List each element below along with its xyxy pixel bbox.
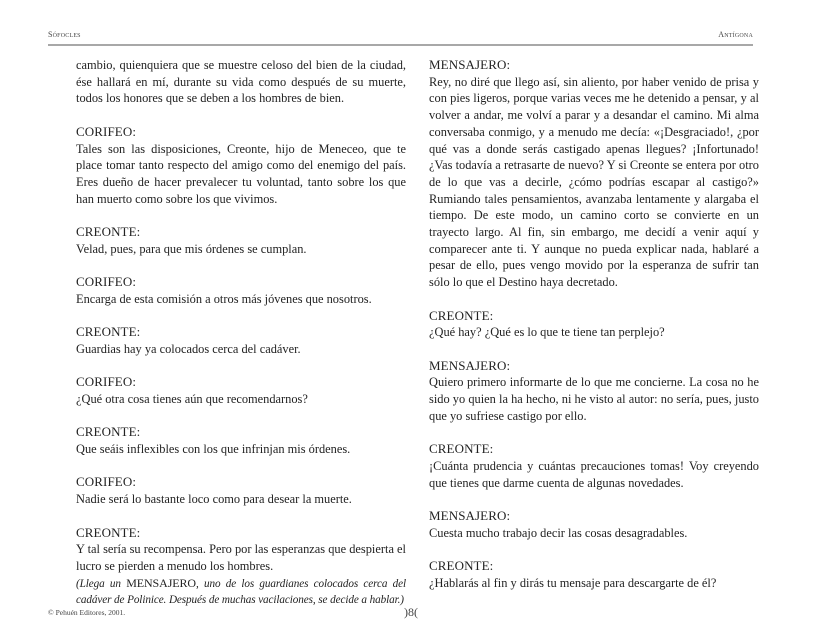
speaker-name: CREONTE:: [76, 424, 141, 440]
speaker-name: CREONTE:: [429, 441, 494, 457]
speech-text: Encarga de esta comisión a otros más jóvenes que nosotros.: [76, 291, 372, 306]
dialogue-block: [76, 474, 406, 507]
dialogue-block: [429, 441, 759, 491]
speech-text: Cuesta mucho trabajo decir las cosas desagradables.: [429, 525, 688, 540]
speech-text: ¿Qué otra cosa tienes aún que recomendarnos?: [76, 391, 308, 406]
speech-text: Tales son las disposiciones, Creonte, hijo de Meneceo, que te place tomar tanto respecto del amigo como del enemigo del país. Eres dueño de hacer prevalecer tu voluntad, tanto sobre los que han muerto como sobre los que vivimos.: [76, 141, 406, 206]
right-column: [429, 57, 759, 608]
header-divider: [48, 44, 753, 46]
speaker-name: CORIFEO:: [76, 374, 137, 390]
dialogue-block: [76, 274, 406, 307]
dialogue-block: [429, 558, 759, 591]
speaker-name: CREONTE:: [76, 324, 141, 340]
continuation-paragraph: [76, 57, 406, 107]
dialogue-block: [76, 224, 406, 257]
speech-text: cambio, quienquiera que se muestre celoso del bien de la ciudad, ése hallará en mí, durante su vida como después de su muerte, todos los honores que se deben a los hombres de bien.: [76, 58, 406, 106]
speaker-name: CORIFEO:: [76, 123, 137, 139]
dialogue-block: [76, 424, 406, 457]
speaker-name: CREONTE:: [429, 558, 494, 574]
dialogue-block: [76, 374, 406, 407]
dialogue-block: [76, 324, 406, 357]
speaker-name: CORIFEO:: [76, 274, 137, 290]
stage-direction-before: (Llega un: [76, 577, 127, 590]
speech-text: ¡Cuánta prudencia y cuántas precauciones tomas! Voy creyendo que tienes que darme cuenta de algunas novedades.: [429, 458, 759, 490]
stage-direction-after: , uno de los guardianes colocados cerca del cadáver de Polinice. Después de muchas vacilaciones, se decide a hablar.): [76, 577, 406, 607]
dialogue-block: [429, 57, 759, 291]
speaker-name: CORIFEO:: [76, 474, 137, 490]
dialogue-block: [76, 525, 406, 610]
speech-text: Guardias hay ya colocados cerca del cadáver.: [76, 341, 301, 356]
speaker-name: CREONTE:: [76, 524, 141, 540]
stage-direction-character: MENSAJERO: [126, 575, 196, 590]
speaker-name: MENSAJERO:: [429, 507, 511, 523]
speech-text: Y tal sería su recompensa. Pero por las esperanzas que despierta el lucro se pierden a menudo los hombres.: [76, 542, 406, 573]
speaker-name: CREONTE:: [76, 224, 141, 239]
speech-text: ¿Qué hay? ¿Qué es lo que te tiene tan perplejo?: [429, 325, 665, 340]
header-title: Antígona: [718, 30, 753, 39]
speech-text: Nadie será lo bastante loco como para desear la muerte.: [76, 492, 352, 507]
copyright-notice: © Pehuén Editores, 2001.: [48, 608, 126, 617]
speech-text: Quiero primero informarte de lo que me concierne. La cosa no he sido yo quien la ha hecho, ni he visto al autor: no sería, pues, justo que yo sufriese castigo por ello.: [429, 375, 759, 423]
speech-text: Que seáis inflexibles con los que infrinjan mis órdenes.: [76, 442, 351, 457]
page-number: )8(: [404, 605, 418, 619]
dialogue-block: [429, 358, 759, 425]
header-author: Sófocles: [48, 30, 81, 39]
speaker-name: MENSAJERO:: [429, 57, 511, 72]
stage-direction: [76, 575, 406, 609]
speech-text: ¿Hablarás al fin y dirás tu mensaje para descargarte de él?: [429, 575, 717, 590]
dialogue-block: [429, 308, 759, 341]
speech-text: Velad, pues, para que mis órdenes se cumplan.: [76, 241, 307, 256]
dialogue-block: [76, 124, 406, 208]
left-column: [76, 57, 406, 626]
speaker-name: MENSAJERO:: [429, 357, 511, 373]
running-header: [48, 30, 753, 44]
dialogue-block: [429, 508, 759, 541]
speech-text: Rey, no diré que llego así, sin aliento, por haber venido de prisa y con pies ligeros, porque varias veces me he detenido a pensar, y al volver a andar, me volví a parar y a desandar el camino. Mi alma conversaba conmigo, y a menudo me decía: «¡Desgraciado!, ¿por qué vas a donde serás castigado apenas llegues? ¡Infortunado! ¿Vas todavía a retrasarte de nuevo? Y si Creonte se entera por otro de lo que vas a decirle, ¿cómo podrías escapar al castigo?» Rumiando tales pensamientos, avanzaba lentamente y alargaba el tiempo. De este modo, un camino corto se convierte en un trayecto largo. Al fin, sin embargo, me decidí a venir aquí y comparecer ante ti. Y aunque no pueda explicar nada, hablaré a pesar de ello, pues vengo movido por la esperanza de sufrir tan sólo lo que el Destino haya decretado.: [429, 74, 759, 290]
speaker-name: CREONTE:: [429, 307, 494, 323]
